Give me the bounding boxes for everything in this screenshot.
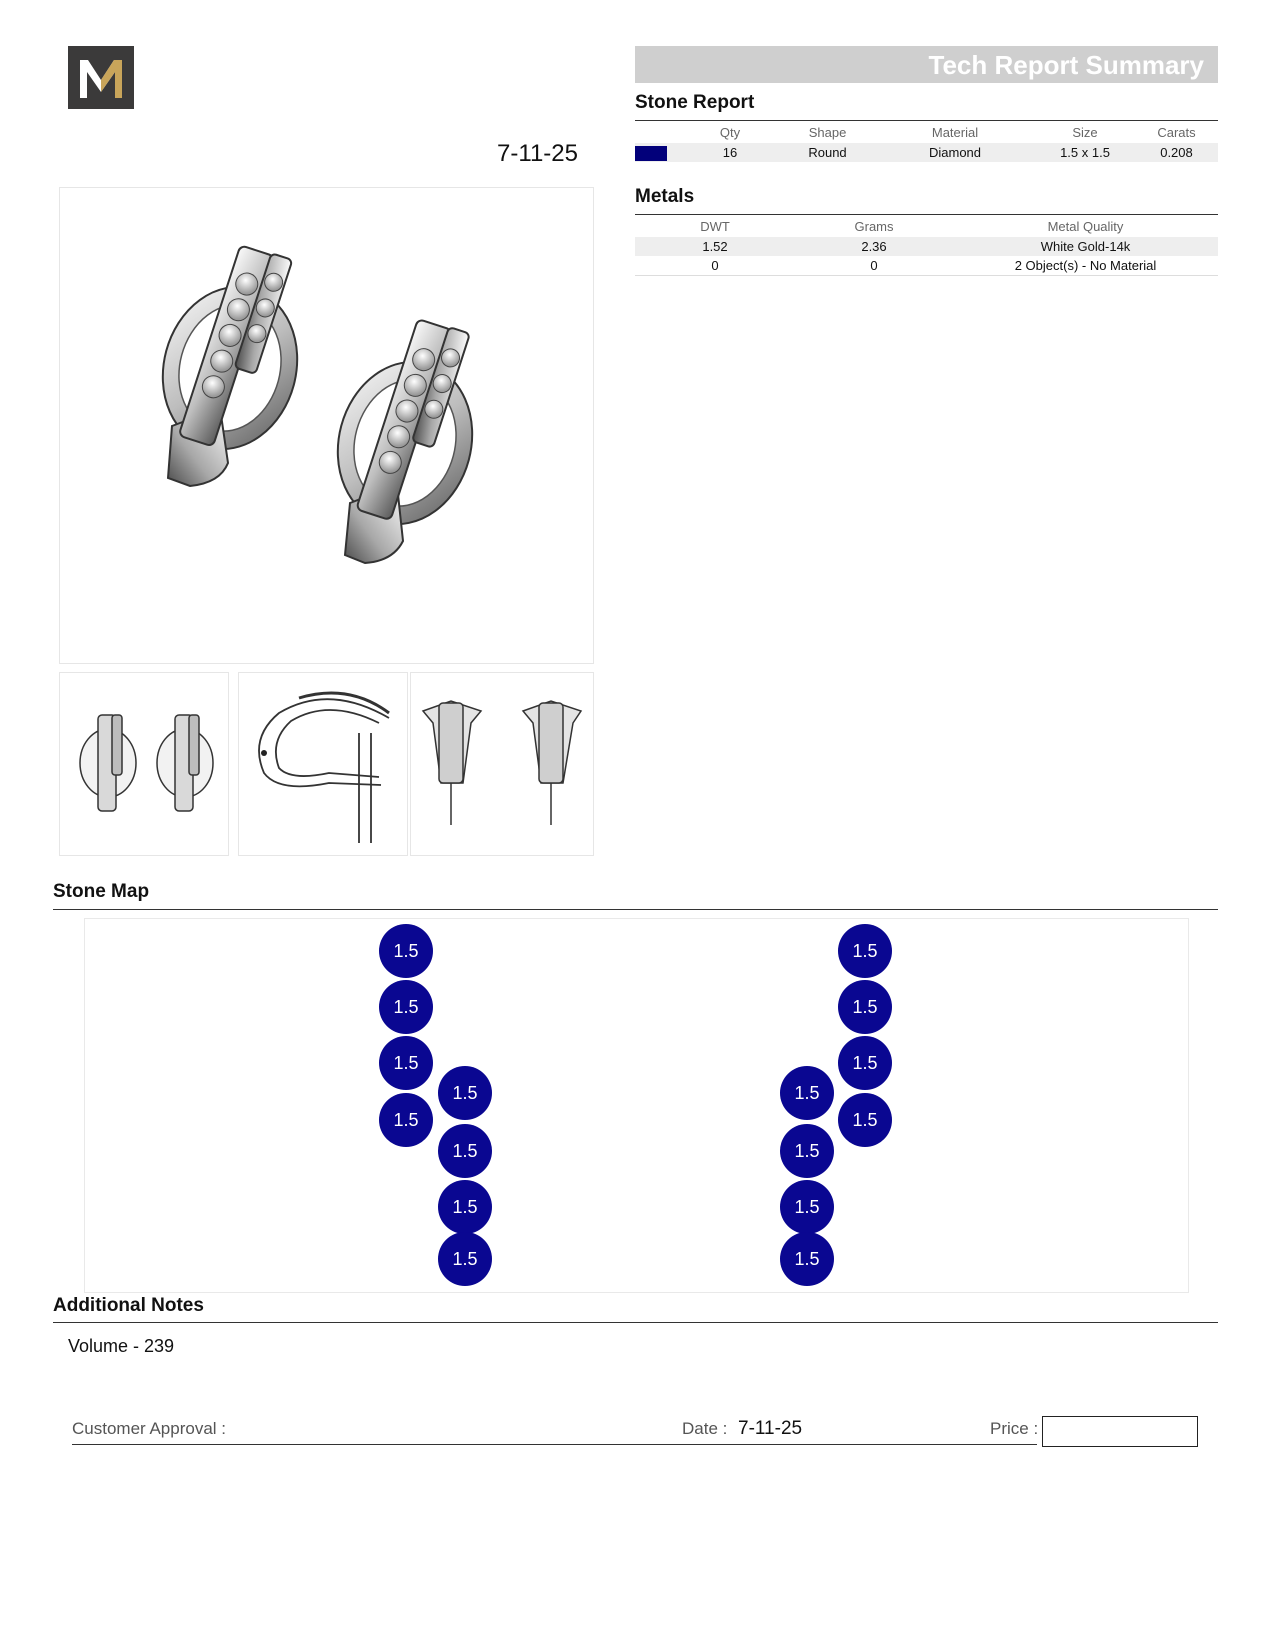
stone-shape: Round <box>780 143 875 162</box>
price-label: Price : <box>990 1419 1039 1438</box>
stone-carats: 0.208 <box>1135 143 1218 162</box>
metal-grams: 0 <box>795 256 953 276</box>
stone-marker: 1.5 <box>379 1093 433 1147</box>
col-dwt-header: DWT <box>700 219 730 234</box>
stone-marker: 1.5 <box>438 1180 492 1234</box>
header-date: 7-11-25 <box>497 140 578 167</box>
stone-marker: 1.5 <box>438 1066 492 1120</box>
col-quality-header: Metal Quality <box>1047 219 1124 234</box>
notes-rule <box>53 1322 1218 1323</box>
col-shape-header: Shape <box>808 125 847 140</box>
thumbnail-end-view <box>410 672 594 856</box>
metal-grams: 2.36 <box>795 237 953 256</box>
report-title: Tech Report Summary <box>928 50 1204 80</box>
stone-size: 1.5 x 1.5 <box>1035 143 1135 162</box>
stone-qty: 16 <box>680 143 780 162</box>
stone-report-rule <box>635 120 1218 121</box>
metals-table <box>635 216 1218 276</box>
metal-quality: 2 Object(s) - No Material <box>953 256 1218 276</box>
col-qty-header: Qty <box>719 125 741 140</box>
col-grams-header: Grams <box>854 219 894 234</box>
right-earring-render <box>320 317 490 563</box>
thumbnail-front-view <box>59 672 229 856</box>
approval-date-label: Date : <box>682 1419 728 1438</box>
metals-rule <box>635 214 1218 215</box>
table-row <box>635 256 1218 276</box>
report-title-bar <box>635 46 1218 83</box>
left-earring-render <box>145 243 315 486</box>
price-input[interactable] <box>1042 1416 1198 1447</box>
col-material-header: Material <box>931 125 979 140</box>
stone-report-header-row <box>635 122 1218 143</box>
table-row <box>635 237 1218 256</box>
metals-title: Metals <box>635 186 695 207</box>
col-size-header: Size <box>1072 125 1098 140</box>
volume-note: Volume - 239 <box>68 1336 175 1356</box>
swatch-header <box>635 122 680 143</box>
approval-date-value: 7-11-25 <box>738 1418 803 1439</box>
table-row <box>635 143 1218 162</box>
stone-marker: 1.5 <box>838 924 892 978</box>
stone-color-swatch <box>635 143 680 162</box>
main-render-image <box>59 187 594 664</box>
stone-marker: 1.5 <box>780 1232 834 1286</box>
metal-dwt: 1.52 <box>635 237 795 256</box>
customer-approval-label: Customer Approval : <box>72 1419 227 1438</box>
approval-signature-line <box>72 1444 1037 1445</box>
stone-marker: 1.5 <box>780 1066 834 1120</box>
stone-marker: 1.5 <box>438 1124 492 1178</box>
stone-marker: 1.5 <box>379 980 433 1034</box>
stone-map-title: Stone Map <box>53 881 150 902</box>
stone-marker: 1.5 <box>438 1232 492 1286</box>
additional-notes-title: Additional Notes <box>53 1295 204 1316</box>
metal-dwt: 0 <box>635 256 795 276</box>
col-carats-header: Carats <box>1157 125 1196 140</box>
stone-report-title: Stone Report <box>635 92 755 113</box>
stone-marker: 1.5 <box>838 1036 892 1090</box>
m-logo-icon <box>68 46 134 109</box>
metal-quality: White Gold-14k <box>953 237 1218 256</box>
metals-header-row <box>635 216 1218 237</box>
stone-marker: 1.5 <box>379 1036 433 1090</box>
stone-report-table <box>635 122 1218 162</box>
stone-map-rule <box>53 909 1218 910</box>
stone-material: Diamond <box>875 143 1035 162</box>
stone-map-panel <box>84 918 1189 1293</box>
stone-marker: 1.5 <box>780 1180 834 1234</box>
stone-marker: 1.5 <box>780 1124 834 1178</box>
thumbnail-side-view <box>238 672 408 856</box>
stone-marker: 1.5 <box>838 980 892 1034</box>
stone-marker: 1.5 <box>838 1093 892 1147</box>
stone-marker: 1.5 <box>379 924 433 978</box>
